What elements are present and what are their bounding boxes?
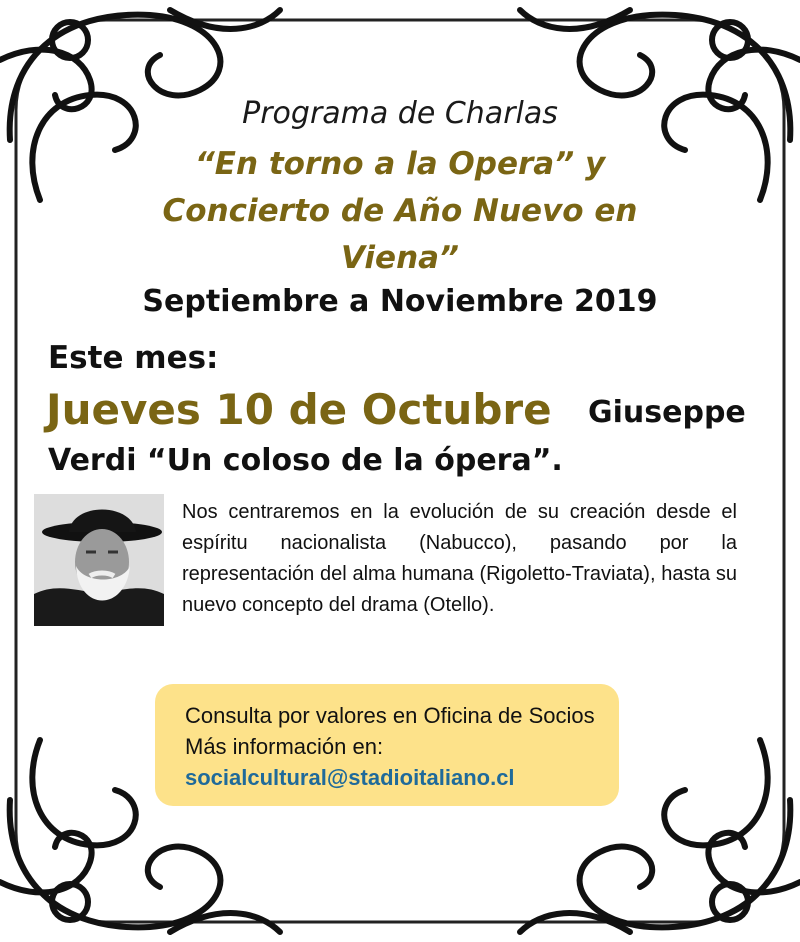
- title-line-2: Concierto de Año Nuevo en: [162, 193, 638, 229]
- title-line-3: Viena”: [340, 240, 460, 276]
- info-consulta: Consulta por valores en Oficina de Socios: [185, 703, 595, 728]
- info-box: [155, 684, 619, 806]
- title-line-1: “En torno a la Opera” y: [194, 146, 606, 182]
- date-range: Septiembre a Noviembre 2019: [142, 284, 658, 319]
- event-date: Jueves 10 de Octubre: [46, 385, 552, 434]
- event-name-part-1: Giuseppe: [588, 395, 746, 430]
- event-name-part-2: Verdi “Un coloso de la ópera”.: [48, 443, 563, 478]
- this-month-label: Este mes:: [48, 340, 219, 376]
- verdi-portrait: [34, 494, 164, 626]
- program-heading: Programa de Charlas: [242, 96, 558, 131]
- description-paragraph: Nos centraremos en la evolución de su creación desde el espíritu nacionalista (Nabucco), pasando por la representación del alma humana (Rigoletto-Traviata), hasta su nuevo concepto del drama (Otello).: [182, 501, 737, 616]
- info-more: Más información en:: [185, 734, 384, 759]
- contact-email-link[interactable]: socialcultural@stadioitaliano.cl: [185, 765, 515, 790]
